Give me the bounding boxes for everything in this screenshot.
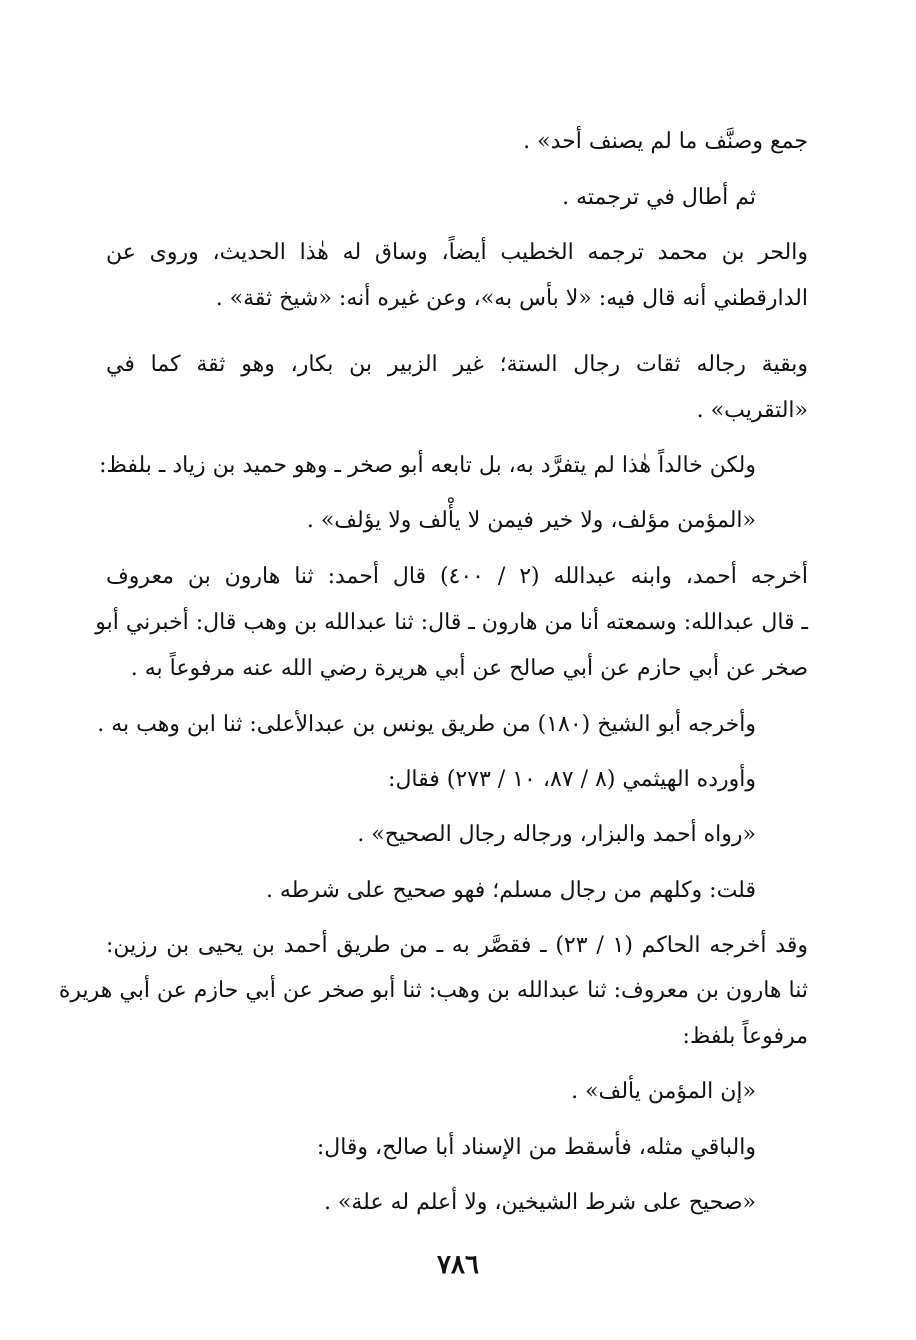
text-line: وقد أخرجه الحاكم (١ / ٢٣) ـ فقصَّر به ـ من طريق أحمد بن يحيى بن رزين:	[106, 933, 808, 958]
text-line: مرفوعاً بلفظ:	[682, 1024, 808, 1049]
text-line: ـ قال عبدالله: وسمعته أنا من هارون ـ قال: ثنا عبدالله بن وهب قال: أخبرني أبو	[95, 610, 808, 635]
text-line: «إن المؤمن يألف» .	[571, 1079, 756, 1104]
text-line: «التقريب» .	[696, 398, 808, 423]
text-line: ولكن خالداً هٰذا لم يتفرَّد به، بل تابعه أبو صخر ـ وهو حميد بن زياد ـ بلفظ:	[99, 453, 756, 478]
text-line: وأخرجه أبو الشيخ (١٨٠) من طريق يونس بن عبدالأعلى: ثنا ابن وهب به .	[97, 712, 756, 737]
text-line: وبقية رجاله ثقات رجال الستة؛ غير الزبير بن بكار، وهو ثقة كما في	[106, 352, 808, 377]
text-line: ثنا هارون بن معروف: ثنا عبدالله بن وهب: ثنا أبو صخر عن أبي حازم عن أبي هريرة	[58, 978, 808, 1003]
text-line: والحر بن محمد ترجمه الخطيب أيضاً، وساق له هٰذا الحديث، وروى عن	[106, 240, 808, 265]
text-line: «صحيح على شرط الشيخين، ولا أعلم له علة» .	[323, 1190, 756, 1215]
text-line: والباقي مثله، فأسقط من الإسناد أبا صالح، وقال:	[316, 1135, 756, 1160]
text-line: جمع وصنَّف ما لم يصنف أحد» .	[523, 129, 808, 154]
text-line: الدارقطني أنه قال فيه: «لا بأس به»، وعن غيره أنه: «شيخ ثقة» .	[215, 286, 808, 311]
text-line: أخرجه أحمد، وابنه عبدالله (٢ / ٤٠٠) قال أحمد: ثنا هارون بن معروف	[106, 564, 808, 589]
text-line: قلت: وكلهم من رجال مسلم؛ فهو صحيح على شرطه .	[265, 878, 756, 903]
page-number: ٧٨٦	[437, 1250, 479, 1280]
text-line: صخر عن أبي حازم عن أبي صالح عن أبي هريرة رضي الله عنه مرفوعاً به .	[130, 656, 808, 681]
text-line: «المؤمن مؤلف، ولا خير فيمن لا يأْلف ولا يؤلف» .	[306, 508, 756, 533]
text-line: وأورده الهيثمي (٨ / ٨٧، ١٠ / ٢٧٣) فقال:	[388, 767, 756, 792]
text-line: «رواه أحمد والبزار، ورجاله رجال الصحيح» .	[357, 822, 756, 847]
text-line: ثم أطال في ترجمته .	[562, 185, 756, 210]
